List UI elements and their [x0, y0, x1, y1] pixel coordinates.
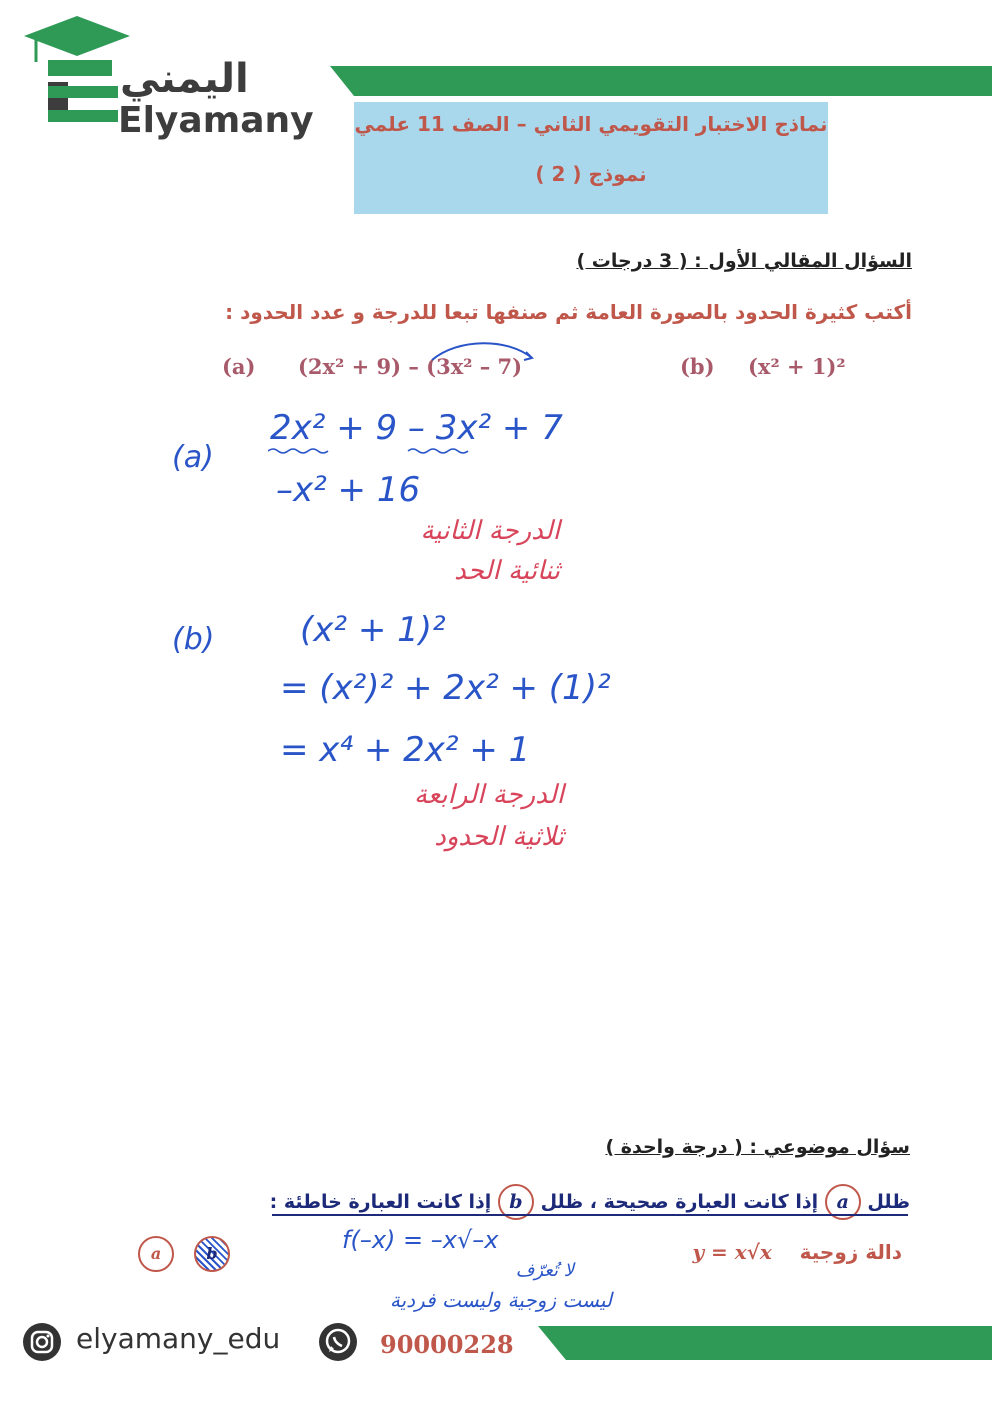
- answer-option-b-shaded[interactable]: b: [194, 1236, 230, 1272]
- header-subtitle: نموذج ( 2 ): [535, 162, 647, 186]
- q2-instruction-mid: إذا كانت العبارة صحيحة ، ظلل: [540, 1191, 819, 1213]
- work-b-line2: = (x²)² + 2x² + (1)²: [280, 668, 611, 708]
- statement-text: دالة زوجية: [799, 1240, 902, 1264]
- q2-instruction-post: إذا كانت العبارة خاطئة :: [269, 1191, 492, 1213]
- q2-heading: سؤال موضوعي : ( درجة واحدة ): [605, 1136, 910, 1158]
- work-b-label: (b): [172, 622, 215, 657]
- work-a-line2: –x² + 16: [276, 470, 421, 510]
- top-green-bar: [330, 66, 992, 96]
- bottom-green-bar: [538, 1326, 992, 1360]
- footer-phone: 90000228: [380, 1330, 514, 1359]
- statement-math: y = x√x: [692, 1240, 772, 1264]
- q1-heading: السؤال المقالي الأول : ( 3 درجات ): [576, 250, 912, 272]
- q2-statement: [692, 1240, 902, 1264]
- logo-graduation-cap-icon: [22, 14, 132, 130]
- work-b-note1: الدرجة الرابعة: [413, 780, 564, 810]
- q1-instruction: أكتب كثيرة الحدود بالصورة العامة ثم صنفها تبعا للدرجة و عدد الحدود :: [225, 300, 912, 324]
- option-b-circle: b: [498, 1184, 534, 1220]
- part-a-expression: (2x² + 9) – (3x² – 7): [298, 354, 523, 379]
- q2-work-note1: لا تُعرّف: [515, 1260, 574, 1281]
- underline-squiggle-icon: [268, 446, 478, 456]
- work-a-line1: 2x² + 9 – 3x² + 7: [270, 408, 563, 448]
- part-b-expression: (x² + 1)²: [748, 354, 846, 379]
- work-b-line3: = x⁴ + 2x² + 1: [280, 730, 531, 770]
- q2-work-line: f(–x) = –x√–x: [342, 1226, 499, 1254]
- work-a-label: (a): [172, 440, 214, 475]
- answer-option-a[interactable]: a: [138, 1236, 174, 1272]
- footer-handle: elyamany_edu: [76, 1322, 281, 1355]
- work-b-line1: (x² + 1)²: [300, 610, 446, 650]
- q2-instruction-pre: ظلل: [867, 1191, 910, 1213]
- option-a-circle: a: [825, 1184, 861, 1220]
- logo-english-text: Elyamany: [118, 100, 314, 141]
- part-a-label: (a): [222, 354, 256, 379]
- work-b-note2: ثلاثية الحدود: [434, 822, 564, 852]
- work-a-note2: ثنائية الحد: [454, 556, 560, 586]
- whatsapp-icon: [318, 1322, 358, 1362]
- distribution-arrow-icon: [428, 338, 538, 368]
- header-title: نماذج الاختبار التقويمي الثاني – الصف 11 علمي: [354, 112, 828, 136]
- instagram-icon: [22, 1322, 62, 1362]
- q2-work-note2: ليست زوجية وليست فردية: [389, 1288, 612, 1312]
- part-b-label: (b): [680, 354, 715, 379]
- work-a-note1: الدرجة الثانية: [420, 516, 560, 546]
- logo-arabic-text: اليمني: [120, 56, 249, 102]
- q2-divider: [272, 1214, 908, 1216]
